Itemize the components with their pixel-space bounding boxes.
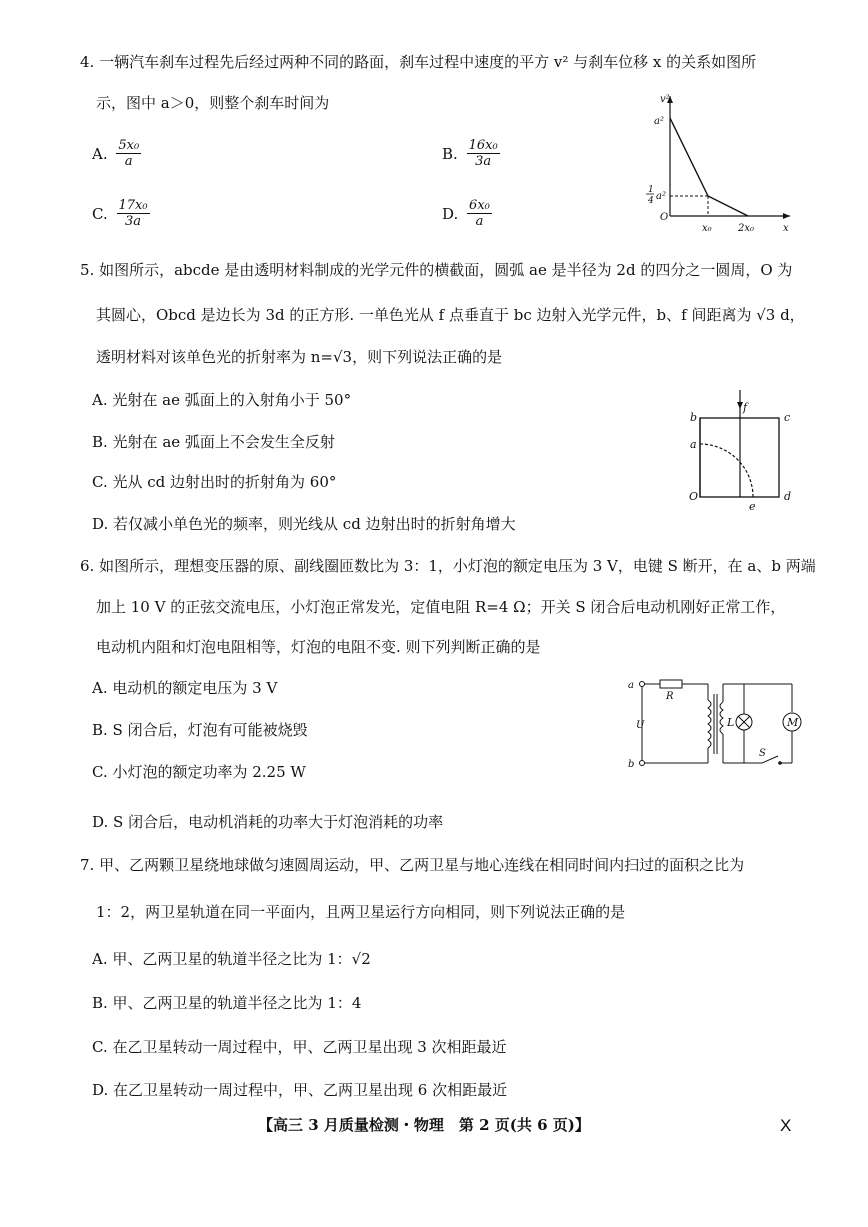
- x0-label: x₀: [702, 223, 712, 234]
- q4-option-b: [442, 138, 500, 169]
- q6-option-b: B. S 闭合后，灯泡有可能被烧毁: [92, 721, 308, 739]
- q5-optical-element-figure: [680, 385, 800, 515]
- q4-v2-x-graph: [640, 88, 800, 240]
- q7-stem-line1: 7. 甲、乙两颗卫星绕地球做匀速圆周运动，甲、乙两卫星与地心连线在相同时间内扫过的面积之比为: [80, 856, 745, 874]
- q5-option-d: D. 若仅减小单色光的频率，则光线从 cd 边射出时的折射角增大: [92, 515, 516, 533]
- denominator: 3a: [475, 154, 492, 169]
- q4-option-d: [442, 198, 492, 229]
- numerator: 5x₀: [118, 138, 140, 153]
- terminal-b: [640, 761, 645, 766]
- label-r: R: [666, 691, 674, 702]
- arc-ae: [700, 444, 753, 497]
- q6-stem-line2: 加上 10 V 的正弦交流电压，小灯泡正常发光，定值电阻 R=4 Ω；开关 S 闭合后电动机刚好正常工作，: [96, 598, 786, 616]
- label-l: L: [727, 716, 735, 729]
- denominator: a: [475, 214, 484, 229]
- q4-stem-line2: 示，图中 a＞0，则整个刹车时间为: [96, 94, 330, 112]
- corner-mark: X: [780, 1116, 792, 1135]
- numerator: 6x₀: [469, 198, 490, 213]
- option-label: C.: [92, 204, 108, 223]
- q7-stem-line2: 1：2，两卫星轨道在同一平面内，且两卫星运行方向相同，则下列说法正确的是: [96, 903, 626, 921]
- graph-polyline: [670, 118, 748, 216]
- fraction: [116, 138, 141, 169]
- q4-stem-line1: 4. 一辆汽车刹车过程先后经过两种不同的路面，刹车过程中速度的平方 v² 与刹车位移 x 的关系如图所: [80, 53, 757, 71]
- label-d: d: [784, 490, 792, 503]
- page-footer: 【高三 3 月质量检测・物理 第 2 页(共 6 页)】: [258, 1116, 590, 1134]
- numerator: 16x₀: [468, 138, 498, 153]
- q5-stem-line3: 透明材料对该单色光的折射率为 n=√3，则下列说法正确的是: [96, 348, 503, 366]
- terminal-a: [640, 682, 645, 687]
- fraction: [467, 138, 500, 169]
- option-label: B.: [442, 144, 458, 163]
- q4-option-c: [92, 198, 150, 229]
- label-b: b: [628, 759, 635, 770]
- quarter-den: 4: [648, 196, 654, 206]
- fraction: [117, 198, 150, 229]
- option-label: D.: [442, 204, 459, 223]
- y-axis-label: v²: [660, 94, 670, 105]
- q6-option-d: D. S 闭合后，电动机消耗的功率大于灯泡消耗的功率: [92, 813, 444, 831]
- origin-label: O: [660, 212, 669, 223]
- q5-stem-line2: 其圆心，Obcd 是边长为 3d 的正方形. 一单色光从 f 点垂直于 bc 边射入光学元件，b、f 间距离为 √3 d，: [96, 306, 805, 324]
- fraction: [467, 198, 492, 229]
- label-u: U: [636, 720, 645, 731]
- y-mid-label: a²: [656, 191, 666, 202]
- x-axis-arrow: [783, 213, 790, 219]
- secondary-coil: [720, 702, 723, 734]
- label-s: S: [759, 748, 766, 759]
- q5-option-c: C. 光从 cd 边射出时的折射角为 60°: [92, 473, 337, 491]
- y-top-label: a²: [654, 116, 664, 127]
- resistor-r: [660, 680, 682, 688]
- quarter-num: 1: [648, 185, 654, 195]
- label-o: O: [689, 490, 699, 503]
- label-f: f: [743, 401, 748, 414]
- q7-option-b: B. 甲、乙两卫星的轨道半径之比为 1：4: [92, 994, 362, 1012]
- q4-option-a: [92, 138, 141, 169]
- label-a: a: [690, 438, 697, 451]
- q6-stem-line1: 6. 如图所示，理想变压器的原、副线圈匝数比为 3：1，小灯泡的额定电压为 3 V，电键 S 断开，在 a、b 两端: [80, 557, 816, 575]
- primary-coil: [708, 700, 711, 748]
- label-m: M: [787, 716, 799, 729]
- label-a: a: [628, 680, 634, 691]
- q6-transformer-circuit: [622, 672, 808, 776]
- q7-option-d: D. 在乙卫星转动一周过程中，甲、乙两卫星出现 6 次相距最近: [92, 1081, 508, 1099]
- numerator: 17x₀: [118, 198, 148, 213]
- q7-option-c: C. 在乙卫星转动一周过程中，甲、乙两卫星出现 3 次相距最近: [92, 1038, 507, 1056]
- label-c: c: [784, 411, 791, 424]
- option-label: A.: [92, 144, 108, 163]
- q6-option-a: A. 电动机的额定电压为 3 V: [92, 679, 278, 697]
- denominator: 3a: [125, 214, 142, 229]
- q6-option-c: C. 小灯泡的额定功率为 2.25 W: [92, 763, 306, 781]
- q5-option-b: B. 光射在 ae 弧面上不会发生全反射: [92, 433, 335, 451]
- q5-option-a: A. 光射在 ae 弧面上的入射角小于 50°: [92, 391, 352, 409]
- q6-stem-line3: 电动机内阻和灯泡电阻相等，灯泡的电阻不变. 则下列判断正确的是: [96, 638, 541, 656]
- denominator: a: [124, 154, 133, 169]
- q7-option-a: A. 甲、乙两卫星的轨道半径之比为 1：√2: [92, 950, 371, 968]
- label-e: e: [749, 500, 756, 513]
- q5-stem-line1: 5. 如图所示，abcde 是由透明材料制成的光学元件的横截面，圆弧 ae 是半径为 2d 的四分之一圆周，O 为: [80, 261, 793, 279]
- label-b: b: [690, 411, 698, 424]
- x-axis-label: x: [783, 223, 789, 234]
- 2x0-label: 2x₀: [738, 223, 755, 234]
